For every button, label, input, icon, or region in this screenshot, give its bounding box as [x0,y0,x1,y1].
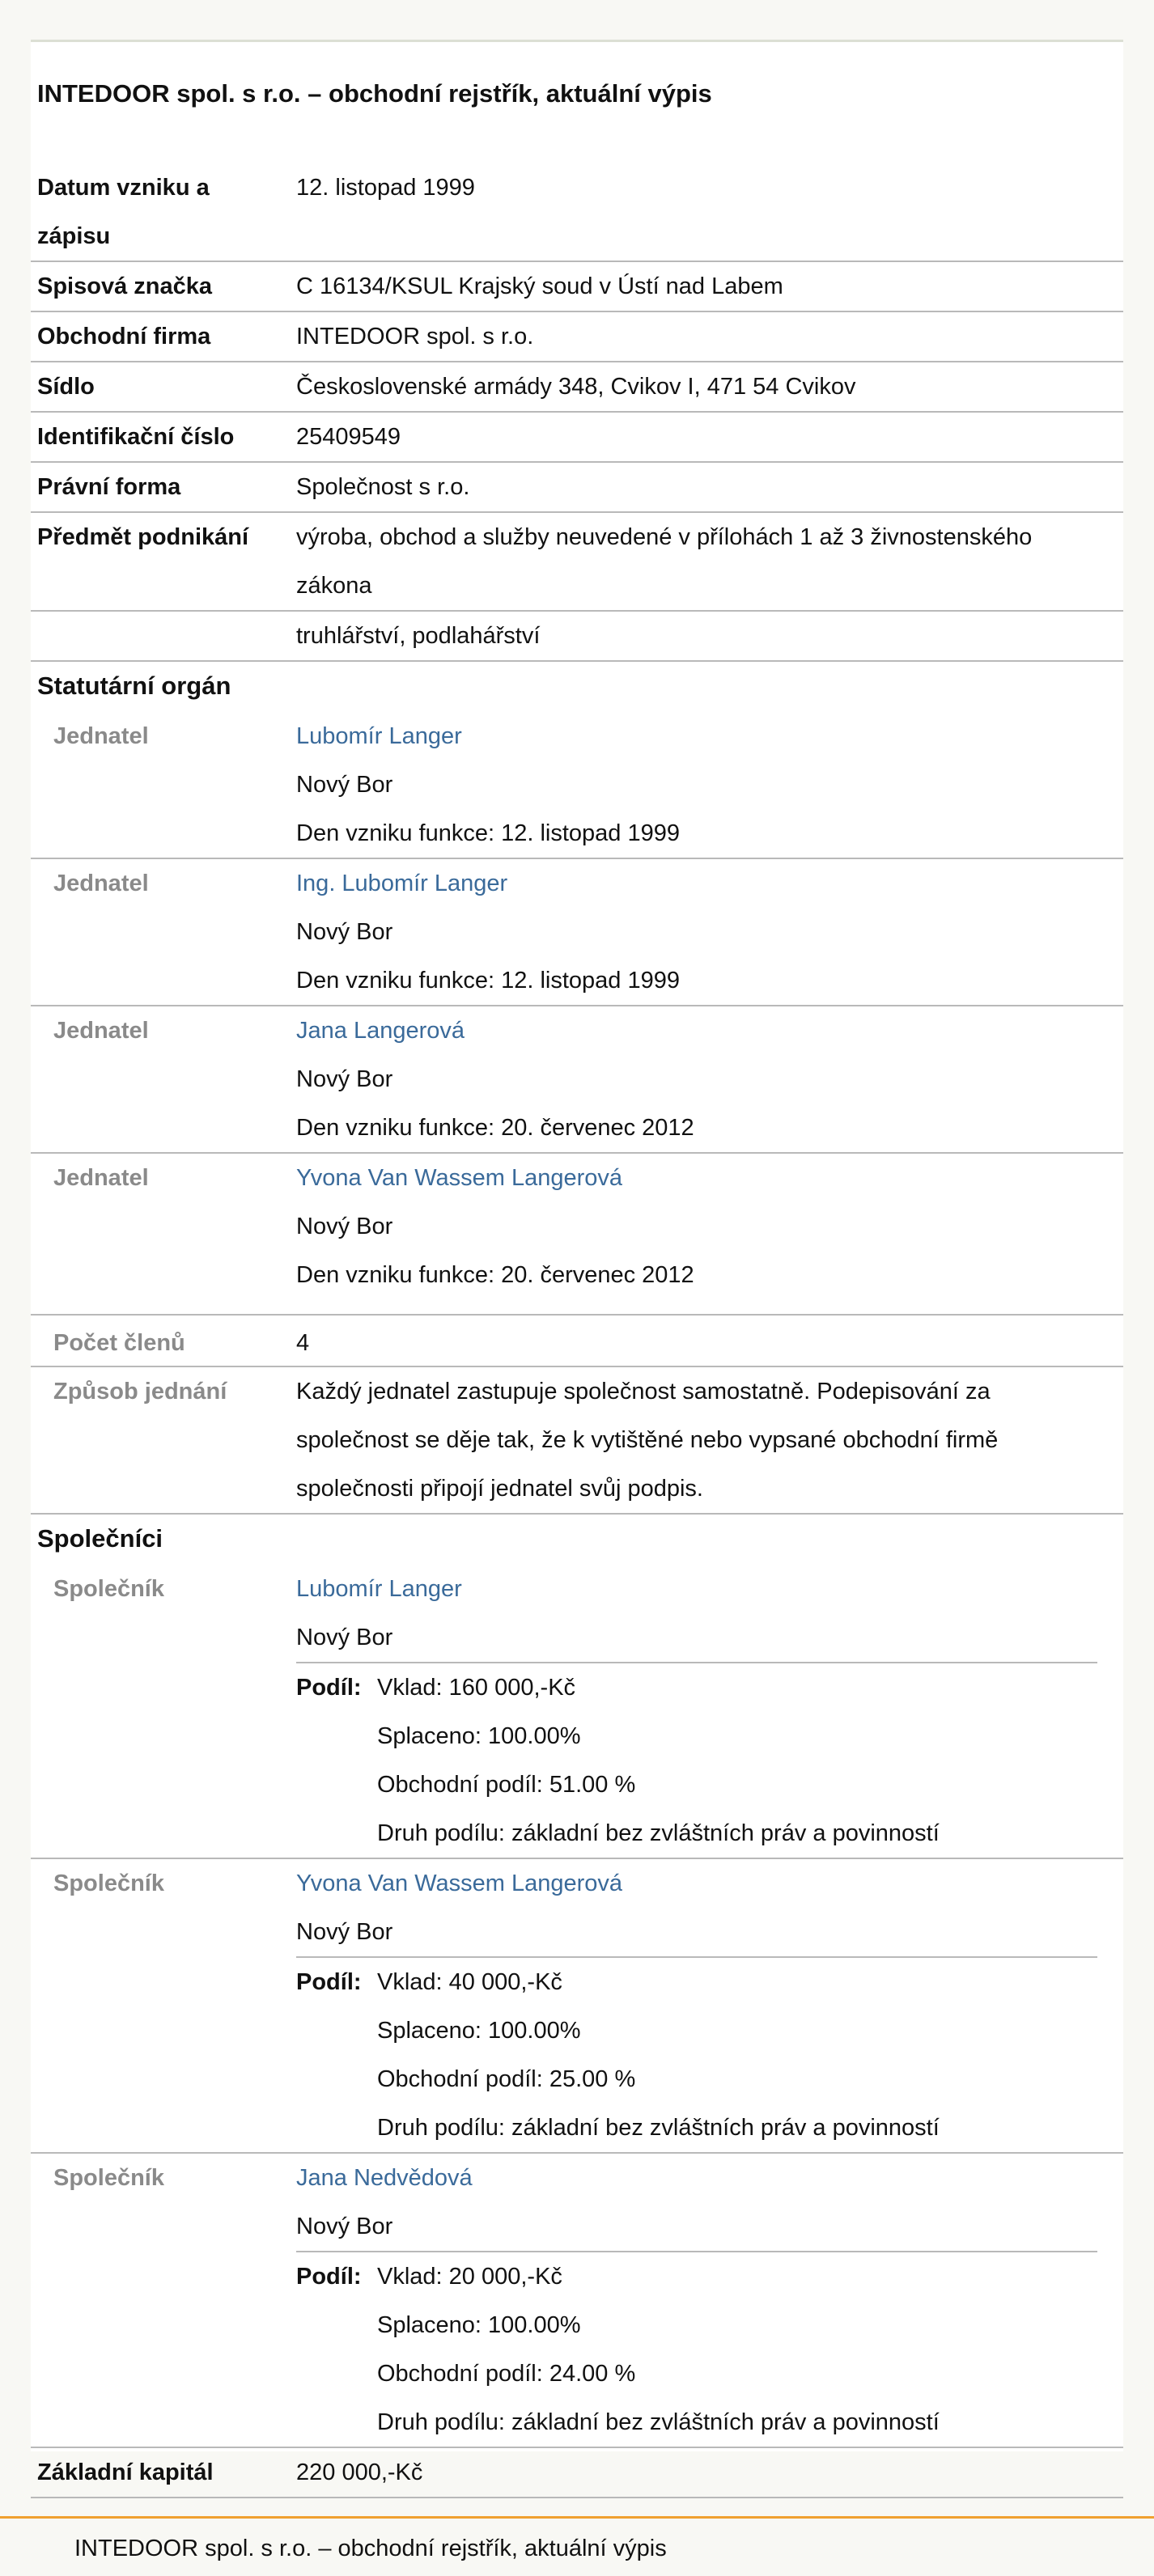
value-spisova-znacka: C 16134/KSUL Krajský soud v Ústí nad Labem [296,273,783,299]
person-city: Nový Bor [296,772,393,798]
value-obchodni-firma: INTEDOOR spol. s r.o. [296,324,534,350]
member-details [296,1565,1114,1662]
row-predmet-podnikani [31,513,1123,612]
person-since: Den vzniku funkce: 12. listopad 1999 [296,820,680,846]
person-since: Den vzniku funkce: 20. červenec 2012 [296,1115,694,1141]
podil-details [377,1663,940,1858]
podil-details [377,2252,940,2447]
role-label: Jednatel [53,1018,149,1044]
row-identifikacni-cislo [31,413,1123,463]
person-city: Nový Bor [296,919,393,945]
row-datum-vzniku [31,163,1123,262]
value-zpusob-jednani [296,1367,1114,1513]
person-name-link[interactable]: Jana Nedvědová [296,2165,473,2191]
role-label: Jednatel [53,1165,149,1191]
person-city: Nový Bor [296,1214,393,1239]
druh-podilu-value: Druh podílu: základní bez zvláštních práv a povinností [377,2409,940,2435]
value-zakladni-kapital: 220 000,-Kč [296,2459,423,2485]
value-predmet-podnikani-2: truhlářství, podlahářství [296,623,541,649]
value-predmet-podnikani [296,513,1114,610]
label-sidlo: Sídlo [37,374,95,400]
statutar-member [31,1006,1123,1154]
member-details [296,1859,1114,1956]
row-predmet-podnikani-2 [31,612,1123,662]
label-predmet-podnikani: Předmět podnikání [37,524,249,550]
value-sidlo: Československé armády 348, Cvikov I, 471 54 Cvikov [296,374,856,400]
row-pocet-clenu [31,1316,1123,1367]
label-obchodni-firma: Obchodní firma [37,324,211,350]
zpusob-line: společnosti připojí jednatel svůj podpis. [296,1476,703,1502]
podil-label: Podíl: [296,2264,362,2290]
role-label: Společník [53,2165,164,2191]
row-obchodni-firma [31,312,1123,362]
member-details [296,2154,1114,2251]
person-city: Nový Bor [296,1066,393,1092]
podil-details [377,1958,940,2152]
person-since: Den vzniku funkce: 12. listopad 1999 [296,968,680,994]
role-label: Společník [53,1576,164,1602]
footer-divider [0,2516,1154,2519]
person-name-link[interactable]: Jana Langerová [296,1018,465,1044]
zpusob-line: společnost se děje tak, že k vytištěné nebo vypsané obchodní firmě [296,1427,999,1453]
role-label: Jednatel [53,723,149,749]
register-extract [31,42,1123,2485]
vklad-value: Vklad: 40 000,-Kč [377,1969,562,1995]
footer-title: INTEDOOR spol. s r.o. – obchodní rejstřík, aktuální výpis [74,2536,667,2561]
value-pravni-forma: Společnost s r.o. [296,474,470,500]
druh-podilu-value: Druh podílu: základní bez zvláštních práv a povinností [377,2115,940,2141]
row-zpusob-jednani [31,1367,1123,1515]
spolecnik-member [31,1859,1123,2154]
vklad-value: Vklad: 160 000,-Kč [377,1675,576,1701]
podil-label: Podíl: [296,1675,362,1701]
spolecnik-member [31,1565,1123,1859]
value-datum-vzniku: 12. listopad 1999 [296,175,475,201]
obchodni-podil-value: Obchodní podíl: 25.00 % [377,2066,636,2092]
obchodni-podil-value: Obchodní podíl: 51.00 % [377,1772,636,1798]
member-details [296,1154,1114,1299]
value-pocet-clenu: 4 [296,1330,310,1356]
page-title: INTEDOOR spol. s r.o. – obchodní rejstřík, aktuální výpis [37,79,712,108]
role-label: Jednatel [53,871,149,896]
row-sidlo [31,362,1123,413]
member-details [296,859,1114,1005]
person-name-link[interactable]: Ing. Lubomír Langer [296,871,508,896]
spolecnik-member [31,2154,1123,2448]
row-zakladni-kapital [31,2448,1123,2498]
splaceno-value: Splaceno: 100.00% [377,2312,581,2338]
statutar-member [31,1154,1123,1316]
obchodni-podil-value: Obchodní podíl: 24.00 % [377,2361,636,2387]
label-spisova-znacka: Spisová značka [37,273,212,299]
statutar-member [31,712,1123,859]
label-zpusob-jednani: Způsob jednání [53,1379,227,1405]
podil-label: Podíl: [296,1969,362,1995]
predmet-line: výroba, obchod a služby neuvedené v přílohách 1 až 3 živnostenského [296,524,1033,550]
person-name-link[interactable]: Yvona Van Wassem Langerová [296,1165,623,1191]
section-heading: Statutární orgán [37,672,231,700]
member-details [296,712,1114,858]
splaceno-value: Splaceno: 100.00% [377,2018,581,2044]
section-statutarni-organ [31,662,1123,712]
person-city: Nový Bor [296,2214,393,2239]
person-name-link[interactable]: Yvona Van Wassem Langerová [296,1871,623,1896]
label-pravni-forma: Právní forma [37,474,181,500]
row-spisova-znacka [31,262,1123,312]
label-zakladni-kapital: Základní kapitál [37,2459,214,2485]
section-heading: Společníci [37,1524,163,1553]
member-details [296,1006,1114,1152]
statutar-member [31,859,1123,1006]
splaceno-value: Splaceno: 100.00% [377,1723,581,1749]
section-spolecnici [31,1515,1123,1565]
label-pocet-clenu: Počet členů [53,1330,185,1356]
person-since: Den vzniku funkce: 20. červenec 2012 [296,1262,694,1288]
zpusob-line: Každý jednatel zastupuje společnost samostatně. Podepisování za [296,1379,991,1405]
druh-podilu-value: Druh podílu: základní bez zvláštních práv a povinností [377,1820,940,1846]
person-name-link[interactable]: Lubomír Langer [296,1576,462,1602]
label-identifikacni-cislo: Identifikační číslo [37,424,235,450]
vklad-value: Vklad: 20 000,-Kč [377,2264,562,2290]
person-city: Nový Bor [296,1919,393,1945]
predmet-line: zákona [296,573,372,599]
person-city: Nový Bor [296,1625,393,1650]
role-label: Společník [53,1871,164,1896]
person-name-link[interactable]: Lubomír Langer [296,723,462,749]
value-identifikacni-cislo: 25409549 [296,424,401,450]
label-datum-vzniku: Datum vzniku a zápisu [37,175,210,249]
row-pravni-forma [31,463,1123,513]
